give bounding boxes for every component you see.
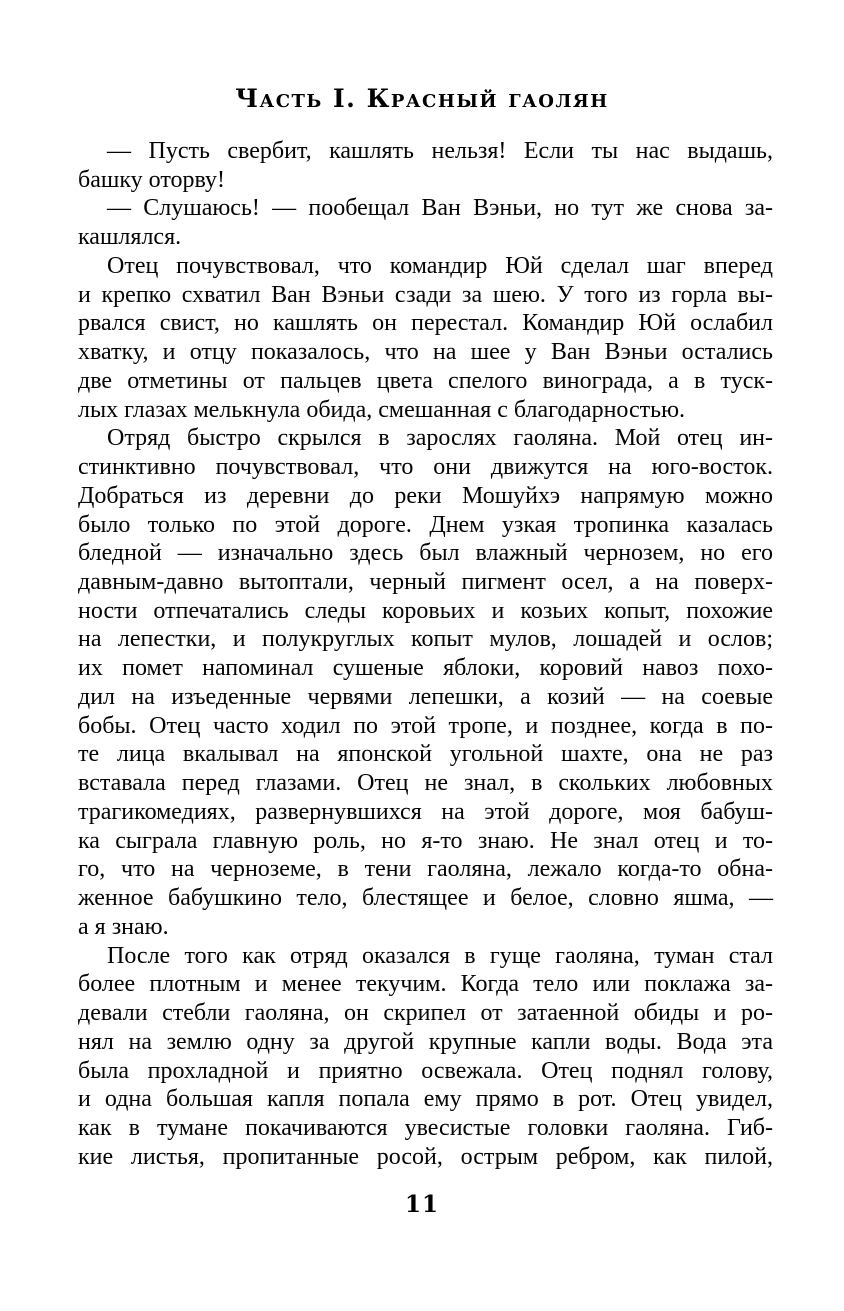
text-line: го, что на черноземе, в тени гаоляна, лежало когда-то обна- bbox=[78, 856, 773, 883]
text-line: бобы. Отец часто ходил по этой тропе, и позднее, когда в по- bbox=[78, 712, 773, 739]
paragraph bbox=[78, 424, 773, 941]
text-line: кашлялся. bbox=[78, 224, 182, 251]
paragraph bbox=[78, 194, 773, 251]
text-line: на лепестки, и полукруглых копыт мулов, лошадей и ослов; bbox=[78, 626, 773, 653]
text-line: трагикомедиях, развернувшихся на этой дороге, моя бабуш- bbox=[78, 798, 773, 825]
text-line: После того как отряд оказался в гуще гаоляна, туман стал bbox=[107, 942, 773, 969]
page-number: 11 bbox=[404, 1191, 439, 1218]
text-line: лых глазах мелькнула обида, смешанная с благодарностью. bbox=[78, 396, 686, 423]
text-line: женное бабушкино тело, блестящее и белое, словно яшма, — bbox=[78, 885, 773, 912]
text-line: Добраться из деревни до реки Мошуйхэ напрямую можно bbox=[78, 482, 773, 509]
text-line: дил на изъеденные червями лепешки, а козий — на соевые bbox=[78, 683, 773, 710]
text-line: а я знаю. bbox=[78, 913, 169, 940]
text-line: девали стебли гаоляна, он скрипел от затаенной обиды и ро- bbox=[78, 1000, 773, 1027]
text-line: две отметины от пальцев цвета спелого винограда, а в туск- bbox=[78, 367, 773, 394]
text-line: бледной — изначально здесь был влажный чернозем, но его bbox=[78, 540, 773, 567]
text-line: хватку, и отцу показалось, что на шее у Ван Вэньи остались bbox=[78, 339, 773, 366]
text-line: как в тумане покачиваются увесистые головки гаоляна. Гиб- bbox=[78, 1114, 773, 1141]
text-line: и одна большая капля попала ему прямо в рот. Отец увидел, bbox=[78, 1086, 773, 1113]
paragraph bbox=[78, 137, 773, 194]
text-line: вставала перед глазами. Отец не знал, в скольких любовных bbox=[78, 770, 773, 797]
text-line: нял на землю одну за другой крупные капли воды. Вода эта bbox=[78, 1028, 773, 1055]
text-line: их помет напоминал сушеные яблоки, коровий навоз похо- bbox=[78, 655, 773, 682]
text-line: давным-давно вытоптали, черный пигмент осел, а на поверх- bbox=[78, 569, 773, 596]
text-line: — Пусть свербит, кашлять нельзя! Если ты нас выдашь, bbox=[107, 138, 773, 164]
text-line: рвался свист, но кашлять он перестал. Командир Юй ослабил bbox=[78, 310, 773, 337]
paragraph bbox=[78, 252, 773, 424]
paragraph bbox=[78, 942, 773, 1172]
text-line: Отряд быстро скрылся в зарослях гаоляна. Мой отец ин- bbox=[107, 425, 773, 452]
text-line: было только по этой дороге. Днем узкая тропинка казалась bbox=[78, 511, 773, 538]
chapter-header: Часть I. Красный гаолян bbox=[235, 84, 609, 113]
text-line: и крепко схватил Ван Вэньи сзади за шею. У того из горла вы- bbox=[78, 281, 773, 308]
text-line: — Слушаюсь! — пообещал Ван Вэньи, но тут же снова за- bbox=[107, 195, 773, 222]
text-line: стинктивно почувствовал, что они движутся на юго-восток. bbox=[78, 454, 773, 481]
text-line: кие листья, пропитанные росой, острым ребром, как пилой, bbox=[78, 1143, 773, 1170]
text-line: ка сыграла главную роль, но я-то знаю. Не знал отец и то- bbox=[78, 827, 773, 854]
text-line: башку оторву! bbox=[78, 166, 226, 193]
text-line: ности отпечатались следы коровьих и козьих копыт, похожие bbox=[78, 597, 773, 624]
text-line: была прохладной и приятно освежала. Отец поднял голову, bbox=[78, 1057, 773, 1084]
text-line: Отец почувствовал, что командир Юй сделал шаг вперед bbox=[107, 252, 773, 279]
body-text bbox=[78, 137, 773, 1171]
text-line: те лица вкалывал на японской угольной шахте, она не раз bbox=[78, 741, 773, 768]
text-line: более плотным и менее текучим. Когда тело или поклажа за- bbox=[78, 971, 773, 998]
